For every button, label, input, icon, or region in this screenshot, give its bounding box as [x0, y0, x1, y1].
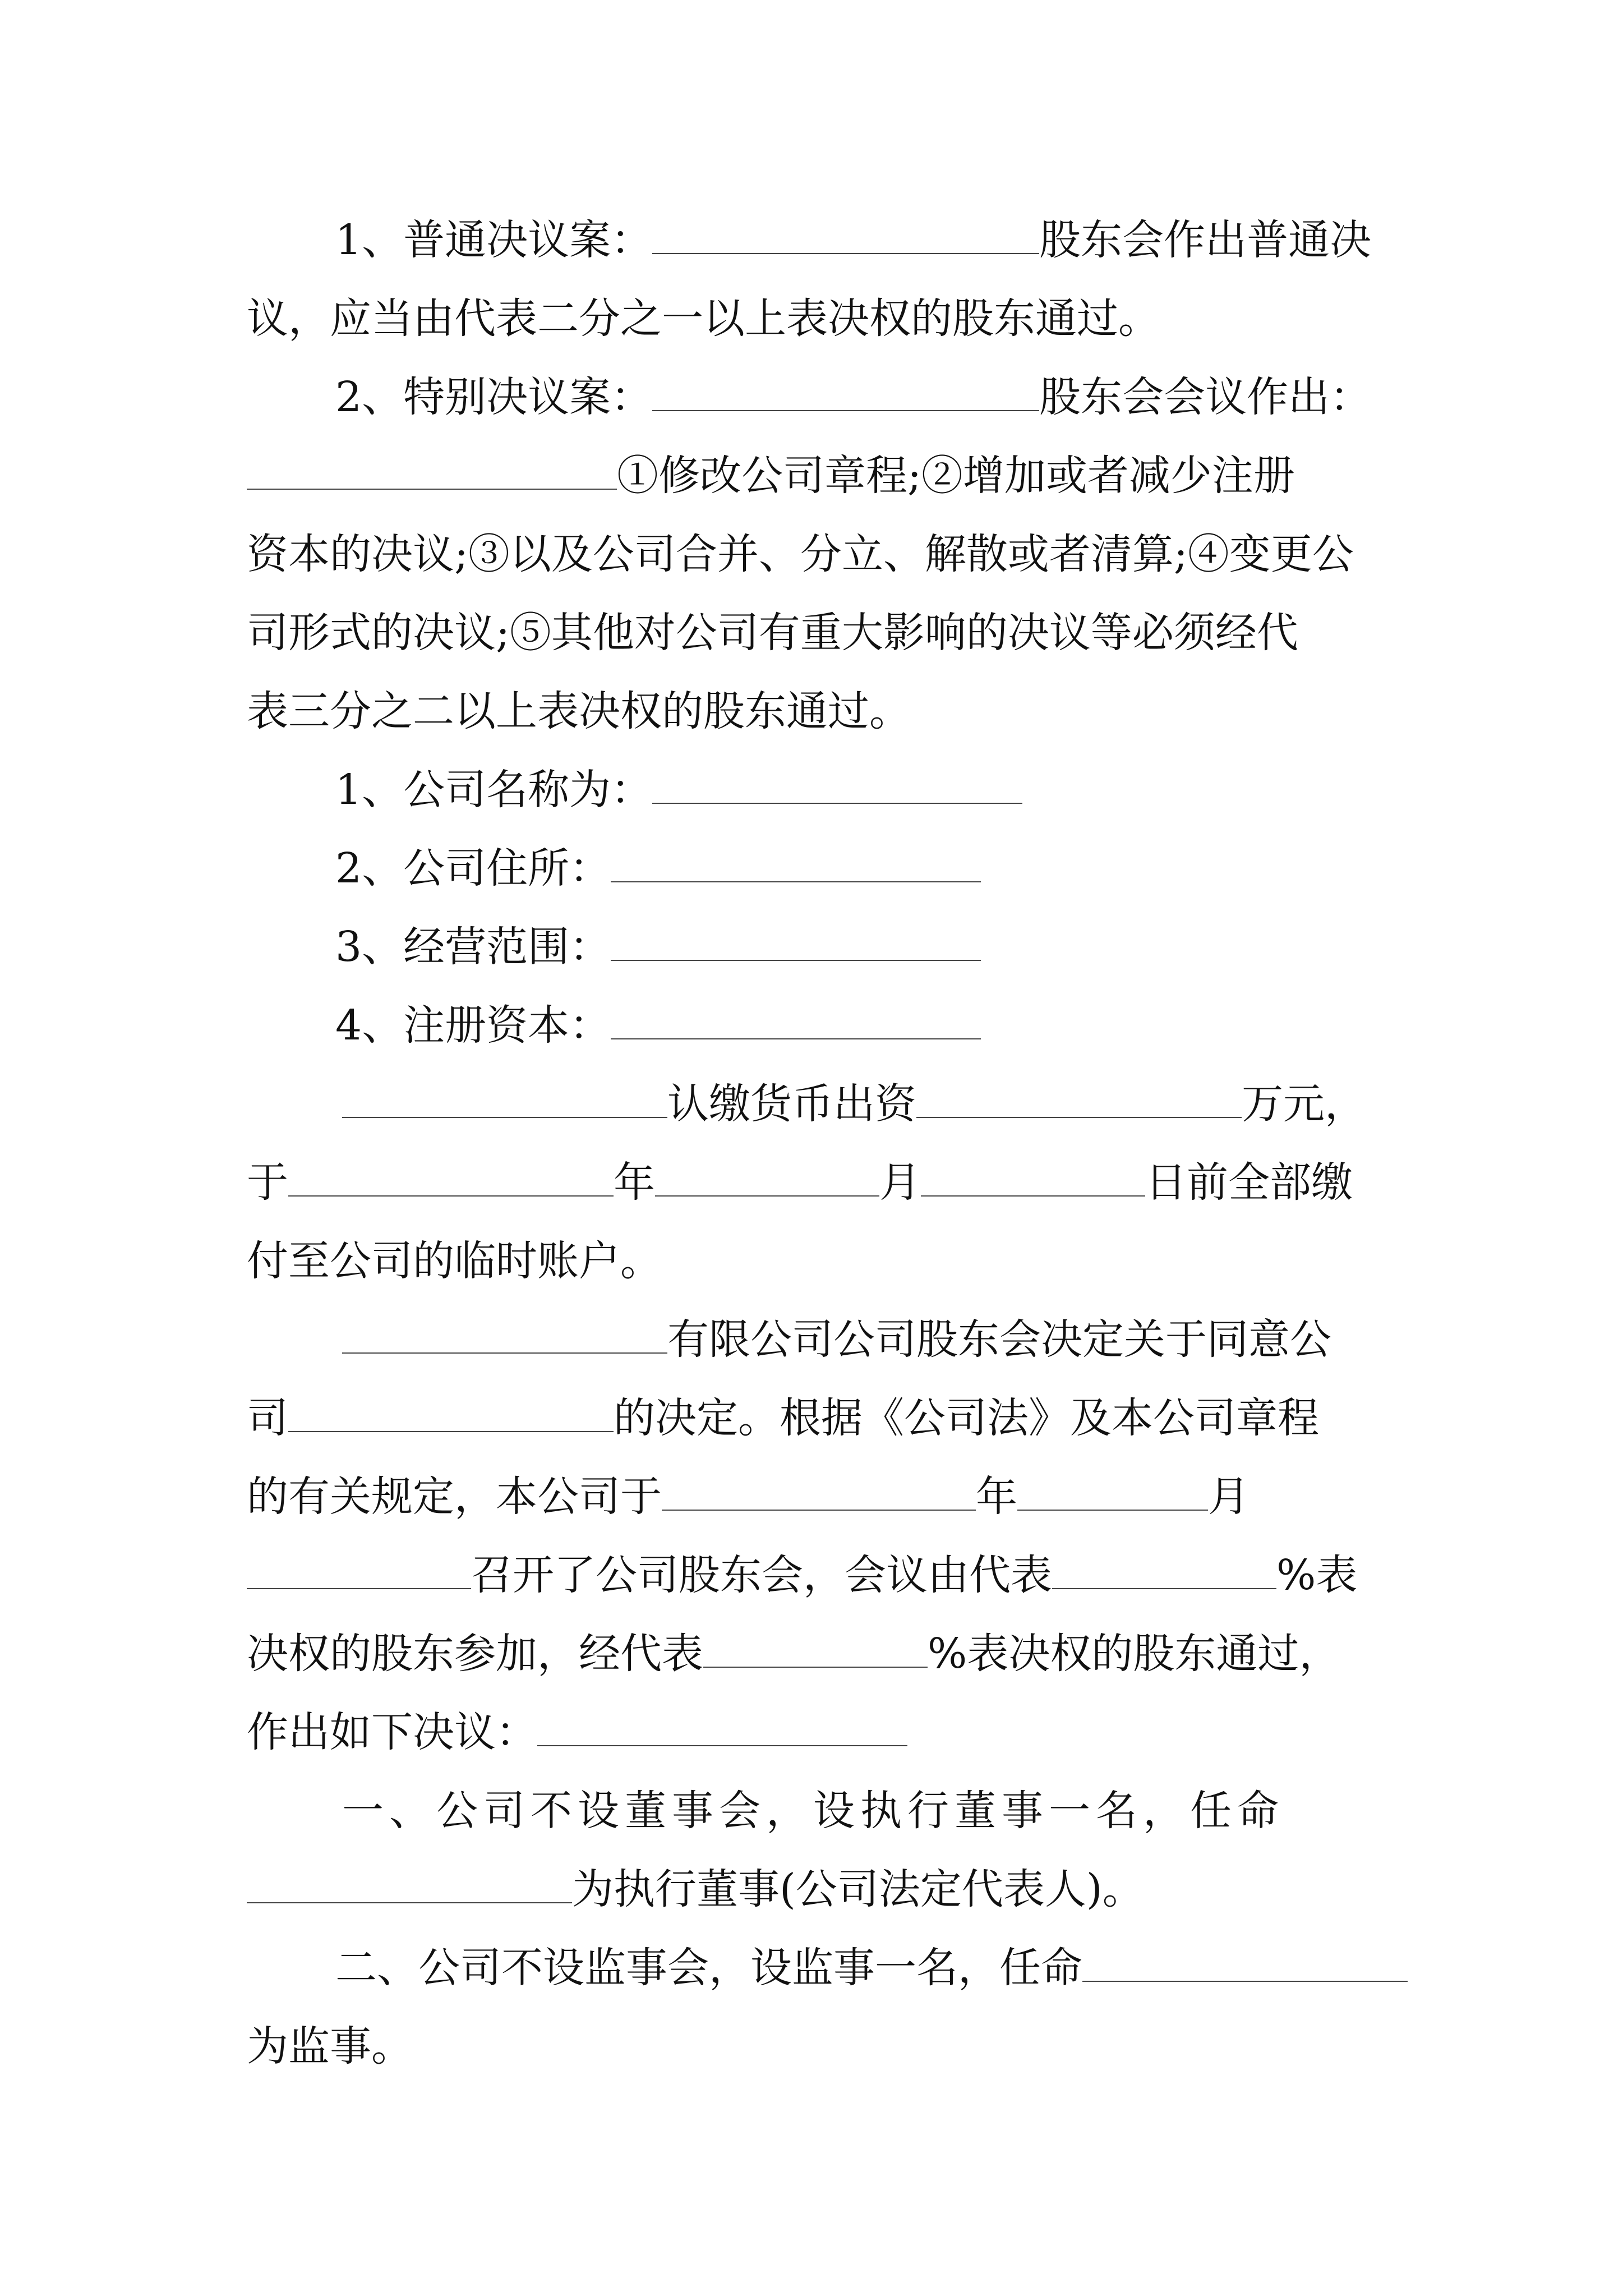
text-line — [247, 448, 1295, 504]
item-label: 4、注册资本： — [335, 1001, 611, 1050]
blank-field — [537, 1710, 907, 1746]
blank-field — [247, 1553, 471, 1589]
item-business-scope — [335, 919, 981, 975]
text-line — [247, 683, 911, 739]
blank-field — [1082, 1946, 1408, 1982]
text-line — [247, 1390, 1319, 1446]
text-line — [247, 1154, 1353, 1211]
text-line — [342, 1783, 1284, 1839]
blank-field — [247, 454, 617, 490]
text-segment: 为监事。 — [247, 2022, 413, 2070]
item-label: 2、公司住所： — [335, 844, 611, 892]
text-segment: 二、公司不设监事会，设监事一名，任命 — [335, 1944, 1082, 1992]
item-company-address — [335, 840, 981, 896]
blank-field — [921, 1161, 1145, 1197]
text-segment: 年 — [614, 1158, 655, 1207]
blank-field — [652, 375, 1039, 411]
blank-field — [703, 1632, 928, 1668]
blank-field — [655, 1161, 879, 1197]
blank-field — [652, 218, 1039, 254]
blank-field — [611, 1004, 981, 1039]
text-line — [247, 291, 1160, 347]
text-segment: 2、特别决议案： — [335, 373, 653, 421]
text-segment: 日前全部缴 — [1145, 1158, 1353, 1207]
text-line — [335, 369, 1371, 425]
text-line — [335, 212, 1371, 268]
text-segment: 1、普通决议案： — [335, 216, 653, 264]
text-segment: %表 — [1276, 1551, 1358, 1599]
text-line — [342, 1312, 1331, 1368]
blank-field — [652, 768, 1022, 804]
text-segment: 为执行董事(公司法定代表人)。 — [572, 1865, 1144, 1913]
blank-field — [916, 1082, 1242, 1118]
text-segment: 认缴货币出资 — [667, 1080, 916, 1128]
text-segment: 年 — [976, 1473, 1017, 1521]
item-company-name — [335, 762, 1022, 818]
text-segment: 的有关规定，本公司于 — [247, 1473, 662, 1521]
text-line — [247, 1469, 1249, 1525]
text-segment: 司 — [247, 1394, 288, 1442]
text-segment: 的决定。根据《公司法》及本公司章程 — [614, 1394, 1319, 1442]
text-segment: %表决权的股东通过， — [928, 1630, 1341, 1678]
blank-field — [611, 925, 981, 961]
text-segment: 一、公司不设董事会，设执行董事一名，任命 — [342, 1787, 1284, 1835]
text-segment: 股东会会议作出： — [1039, 373, 1372, 421]
text-segment: 月 — [879, 1158, 921, 1207]
text-segment: 作出如下决议： — [247, 1708, 537, 1756]
blank-field — [342, 1082, 667, 1118]
text-line — [247, 526, 1354, 582]
text-segment: 决权的股东参加，经代表 — [247, 1630, 703, 1678]
text-segment: 有限公司公司股东会决定关于同意公 — [667, 1315, 1331, 1364]
text-segment: 月 — [1208, 1473, 1249, 1521]
text-line — [247, 1233, 662, 1289]
text-line — [247, 1704, 907, 1760]
blank-field — [288, 1161, 614, 1197]
text-line — [247, 1861, 1144, 1917]
text-line — [342, 1076, 1366, 1132]
blank-field — [662, 1475, 976, 1511]
text-line — [247, 1547, 1357, 1603]
text-segment: 表三分之二以上表决权的股东通过。 — [247, 687, 911, 735]
blank-field — [611, 846, 981, 882]
text-segment: 万元， — [1242, 1080, 1366, 1128]
text-segment: 议，应当由代表二分之一以上表决权的股东通过。 — [247, 295, 1160, 343]
text-line — [247, 1626, 1340, 1682]
item-label: 1、公司名称为： — [335, 766, 653, 814]
text-segment: 股东会作出普通决 — [1039, 216, 1372, 264]
text-segment: 于 — [247, 1158, 288, 1207]
text-segment: 司形式的决议;⑤其他对公司有重大影响的决议等必须经代 — [247, 609, 1298, 657]
text-segment: 付至公司的临时账户。 — [247, 1237, 662, 1285]
text-line — [247, 2018, 413, 2074]
text-segment: ①修改公司章程;②增加或者减少注册 — [617, 452, 1295, 500]
blank-field — [1052, 1553, 1276, 1589]
blank-field — [342, 1318, 667, 1354]
text-line — [335, 1940, 1408, 1996]
text-segment: 召开了公司股东会，会议由代表 — [471, 1551, 1052, 1599]
blank-field — [288, 1396, 614, 1432]
item-registered-capital — [335, 997, 981, 1053]
blank-field — [1017, 1475, 1208, 1511]
text-segment: 资本的决议;③以及公司合并、分立、解散或者清算;④变更公 — [247, 530, 1354, 578]
item-label: 3、经营范围： — [335, 923, 611, 971]
blank-field — [247, 1867, 572, 1903]
text-line — [247, 605, 1298, 661]
